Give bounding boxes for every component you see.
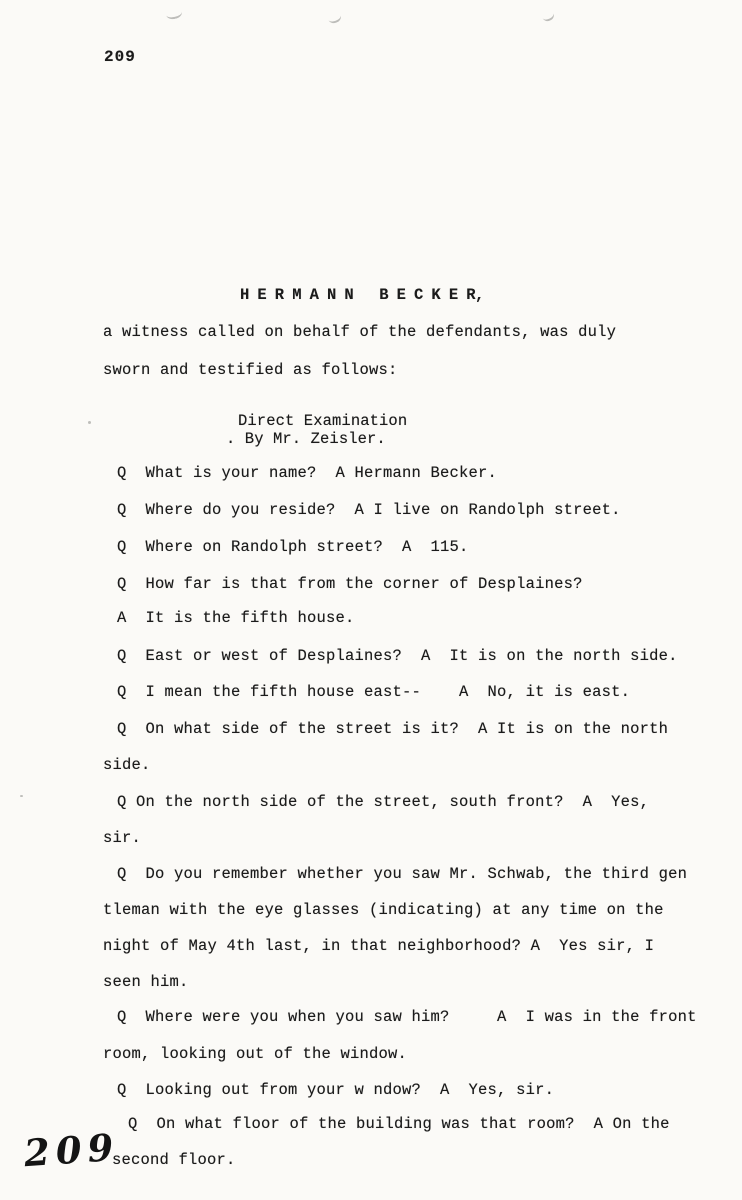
ink-speck [20,795,23,797]
transcript-line: second floor. [112,1151,236,1169]
transcript-line: Q On what side of the street is it? A It is on the north [117,720,669,738]
transcript-line: Q On the north side of the street, south front? A Yes, [117,793,650,811]
transcript-line: Direct Examination [238,412,408,430]
ink-smudge [165,6,183,20]
transcript-line: sir. [103,829,142,847]
handwritten-page-number: 209 [22,1124,121,1176]
transcript-line: H E R M A N N B E C K E R, [240,286,484,304]
transcript-line: Q What is your name? A Hermann Becker. [117,464,498,482]
transcript-line: Q On what floor of the building was that room? A On the [128,1115,670,1133]
transcript-line: Q How far is that from the corner of Desplaines? [117,575,583,593]
transcript-line: Q I mean the fifth house east-- A No, it is east. [117,683,631,701]
transcript-line: Q Looking out from your w ndow? A Yes, sir. [117,1081,555,1099]
transcript-line: side. [103,756,151,774]
transcript-line: Q Where on Randolph street? A 115. [117,538,469,556]
transcript-line: Q Where do you reside? A I live on Randolph street. [117,501,621,519]
transcript-line: a witness called on behalf of the defendants, was duly [103,323,617,341]
transcript-line: tleman with the eye glasses (indicating) at any time on the [103,901,664,919]
transcript-line: . By Mr. Zeisler. [226,430,386,448]
transcript-line: room, looking out of the window. [103,1045,408,1063]
transcript-line: A It is the fifth house. [117,609,355,627]
transcript-line: Q Where were you when you saw him? A I was in the front [117,1008,697,1026]
transcript-line: sworn and testified as follows: [103,361,398,379]
transcript-line: night of May 4th last, in that neighborhood? A Yes sir, I [103,937,655,955]
transcript-line: seen him. [103,973,189,991]
ink-speck [88,421,91,424]
page-number: 209 [104,48,136,66]
ink-smudge [327,10,343,25]
ink-smudge [540,8,556,23]
transcript-line: Q East or west of Desplaines? A It is on the north side. [117,647,678,665]
transcript-line: Q Do you remember whether you saw Mr. Schwab, the third gen [117,865,688,883]
